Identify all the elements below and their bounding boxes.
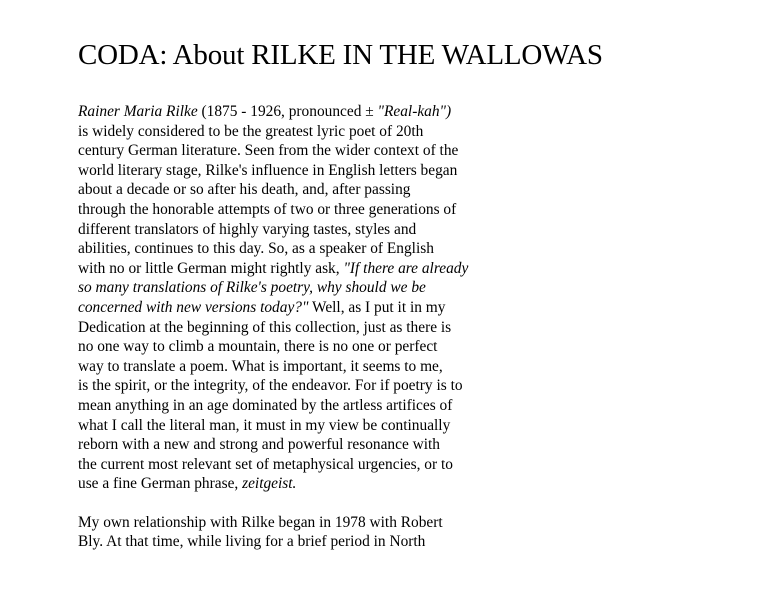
text-segment: no one way to climb a mountain, there is no one or perfect xyxy=(78,338,438,356)
text-line xyxy=(78,180,758,200)
text-segment: use a fine German phrase, xyxy=(78,475,243,493)
italic-text: zeitgeist. xyxy=(242,475,297,493)
text-segment: My own relationship with Rilke began in 1978 with Robert xyxy=(78,513,443,531)
text-segment: the current most relevant set of metaphysical urgencies, or to xyxy=(78,455,453,473)
text-segment: way to translate a poem. What is important, it seems to me, xyxy=(78,357,443,375)
text-line xyxy=(78,122,758,142)
text-segment: abilities, continues to this day. So, as a speaker of English xyxy=(78,240,434,258)
text-segment: about a decade or so after his death, and, after passing xyxy=(78,181,411,199)
document-page xyxy=(78,38,758,552)
text-line xyxy=(78,532,758,552)
text-line xyxy=(78,200,758,220)
text-line xyxy=(78,220,758,240)
text-segment: is widely considered to be the greatest lyric poet of 20th xyxy=(78,122,424,140)
text-line xyxy=(78,102,758,122)
body-text xyxy=(78,102,758,552)
text-segment: mean anything in an age dominated by the artless artifices of xyxy=(78,396,453,414)
text-segment: Bly. At that time, while living for a brief period in North xyxy=(78,533,426,551)
text-line xyxy=(78,435,758,455)
text-segment: with no or little German might rightly ask, xyxy=(78,259,344,277)
text-line xyxy=(78,278,758,298)
italic-text: Rainer Maria Rilke xyxy=(78,103,198,120)
paragraph xyxy=(78,513,758,552)
text-line xyxy=(78,357,758,377)
italic-text: so many translations of Rilke's poetry, why should we be xyxy=(78,279,426,297)
text-segment: Well, as I put it in my xyxy=(308,298,446,316)
text-line xyxy=(78,474,758,494)
text-line xyxy=(78,161,758,181)
italic-text: "Real-kah") xyxy=(377,103,452,120)
text-line xyxy=(78,239,758,259)
italic-text: concerned with new versions today?" xyxy=(78,298,309,316)
paragraph xyxy=(78,102,758,494)
text-segment: (1875 - 1926, pronounced ± xyxy=(197,103,378,120)
text-line xyxy=(78,513,758,533)
text-segment: reborn with a new and strong and powerful resonance with xyxy=(78,436,440,454)
page-title: CODA: About RILKE IN THE WALLOWAS xyxy=(78,39,603,71)
text-segment: different translators of highly varying tastes, styles and xyxy=(78,220,417,238)
text-segment: is the spirit, or the integrity, of the endeavor. For if poetry is to xyxy=(78,377,463,395)
italic-text: "If there are already xyxy=(343,259,469,277)
text-segment: what I call the literal man, it must in my view be continually xyxy=(78,416,451,434)
text-segment: Dedication at the beginning of this collection, just as there is xyxy=(78,318,452,336)
text-line xyxy=(78,141,758,161)
text-segment: through the honorable attempts of two or three generations of xyxy=(78,200,457,218)
text-segment: century German literature. Seen from the wider context of the xyxy=(78,142,459,160)
text-line xyxy=(78,376,758,396)
text-line xyxy=(78,298,758,318)
text-line xyxy=(78,416,758,436)
text-segment: world literary stage, Rilke's influence in English letters began xyxy=(78,161,458,179)
text-line xyxy=(78,259,758,279)
text-line xyxy=(78,396,758,416)
text-line xyxy=(78,337,758,357)
text-line xyxy=(78,318,758,338)
text-line xyxy=(78,455,758,475)
